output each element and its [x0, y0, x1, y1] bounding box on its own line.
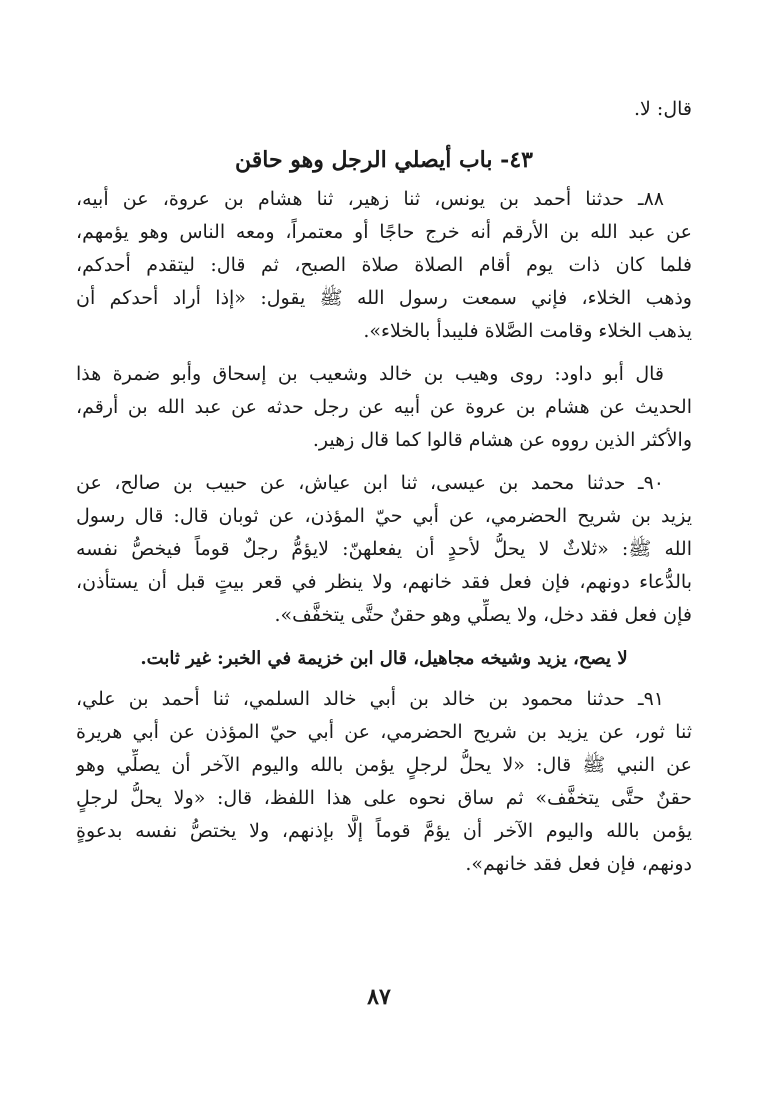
intro-line: قال: لا. — [634, 98, 692, 120]
ruling-note: لا يصح، يزيد وشيخه مجاهيل، قال ابن خزيمة في الخبر: غير ثابت. — [140, 648, 628, 669]
text-line: بالدُّعاء دونهم، فإن فعل فقد خانهم، ولا ينظر في قعر بيتٍ قبل أن يستأذن، — [76, 571, 692, 593]
text-line: عن عبد الله بن الأرقم أنه خرج حاجًا أو معتمراً، ومعه الناس وهو يؤمهم، — [76, 221, 692, 243]
chapter-heading: ٤٣- باب أيصلي الرجل وهو حاقن — [235, 147, 533, 173]
text-line: فإن فعل فقد دخل، ولا يصلِّي وهو حقنٌ حتَّى يتخفَّف». — [274, 604, 692, 626]
text-line: يؤمن بالله واليوم الآخر أن يؤمَّ قوماً إلَّا بإذنهم، ولا يختصُّ نفسه بدعوةٍ — [76, 820, 692, 842]
text-line: وذهب الخلاء، فإني سمعت رسول الله ﷺ يقول: «إذا أراد أحدكم أن — [76, 287, 692, 309]
text-line: قال أبو داود: روى وهيب بن خالد وشعيب بن إسحاق وأبو ضمرة هذا — [76, 363, 664, 385]
hadith-91 — [76, 683, 692, 881]
text-line: يذهب الخلاء وقامت الصَّلاة فليبدأ بالخلاء». — [363, 320, 692, 342]
text-line: ٨٨ـ حدثنا أحمد بن يونس، ثنا زهير، ثنا هشام بن عروة، عن أبيه، — [76, 188, 664, 210]
text-line: ثنا ثور، عن يزيد بن شريح الحضرمي، عن أبي حيّ المؤذن عن أبي هريرة — [76, 721, 692, 743]
text-line: والأكثر الذين رووه عن هشام قالوا كما قال زهير. — [312, 429, 692, 451]
hadith-88 — [76, 183, 692, 348]
text-line: حقنٌ حتَّى يتخفَّف» ثم ساق نحوه على هذا اللفظ، قال: «ولا يحلُّ لرجلٍ — [76, 787, 692, 809]
page-number: ٨٧ — [367, 984, 391, 1010]
hadith-90 — [76, 467, 692, 632]
text-line: ٩٠ـ حدثنا محمد بن عيسى، ثنا ابن عياش، عن حبيب بن صالح، عن — [76, 472, 664, 494]
text-line: عن النبي ﷺ قال: «لا يحلُّ لرجلٍ يؤمن بالله واليوم الآخر أن يصلِّي وهو — [76, 754, 692, 776]
text-line: يزيد بن شريح الحضرمي، عن أبي حيّ المؤذن، عن ثوبان قال: قال رسول — [76, 505, 692, 527]
text-line: ٩١ـ حدثنا محمود بن خالد بن أبي خالد السلمي، ثنا أحمد بن علي، — [76, 688, 664, 710]
text-line: الله ﷺ: «ثلاثٌ لا يحلُّ لأحدٍ أن يفعلهنّ: لايؤمُّ رجلٌ قوماً فيخصُّ نفسه — [76, 538, 692, 560]
text-line: فلما كان ذات يوم أقام الصلاة صلاة الصبح، ثم قال: ليتقدم أحدكم، — [76, 254, 692, 276]
abu-dawud-note — [76, 358, 692, 457]
text-line: دونهم، فإن فعل فقد خانهم». — [465, 853, 692, 875]
text-line: الحديث عن هشام بن عروة عن أبيه عن رجل حدثه عن عبد الله بن أرقم، — [76, 396, 692, 418]
